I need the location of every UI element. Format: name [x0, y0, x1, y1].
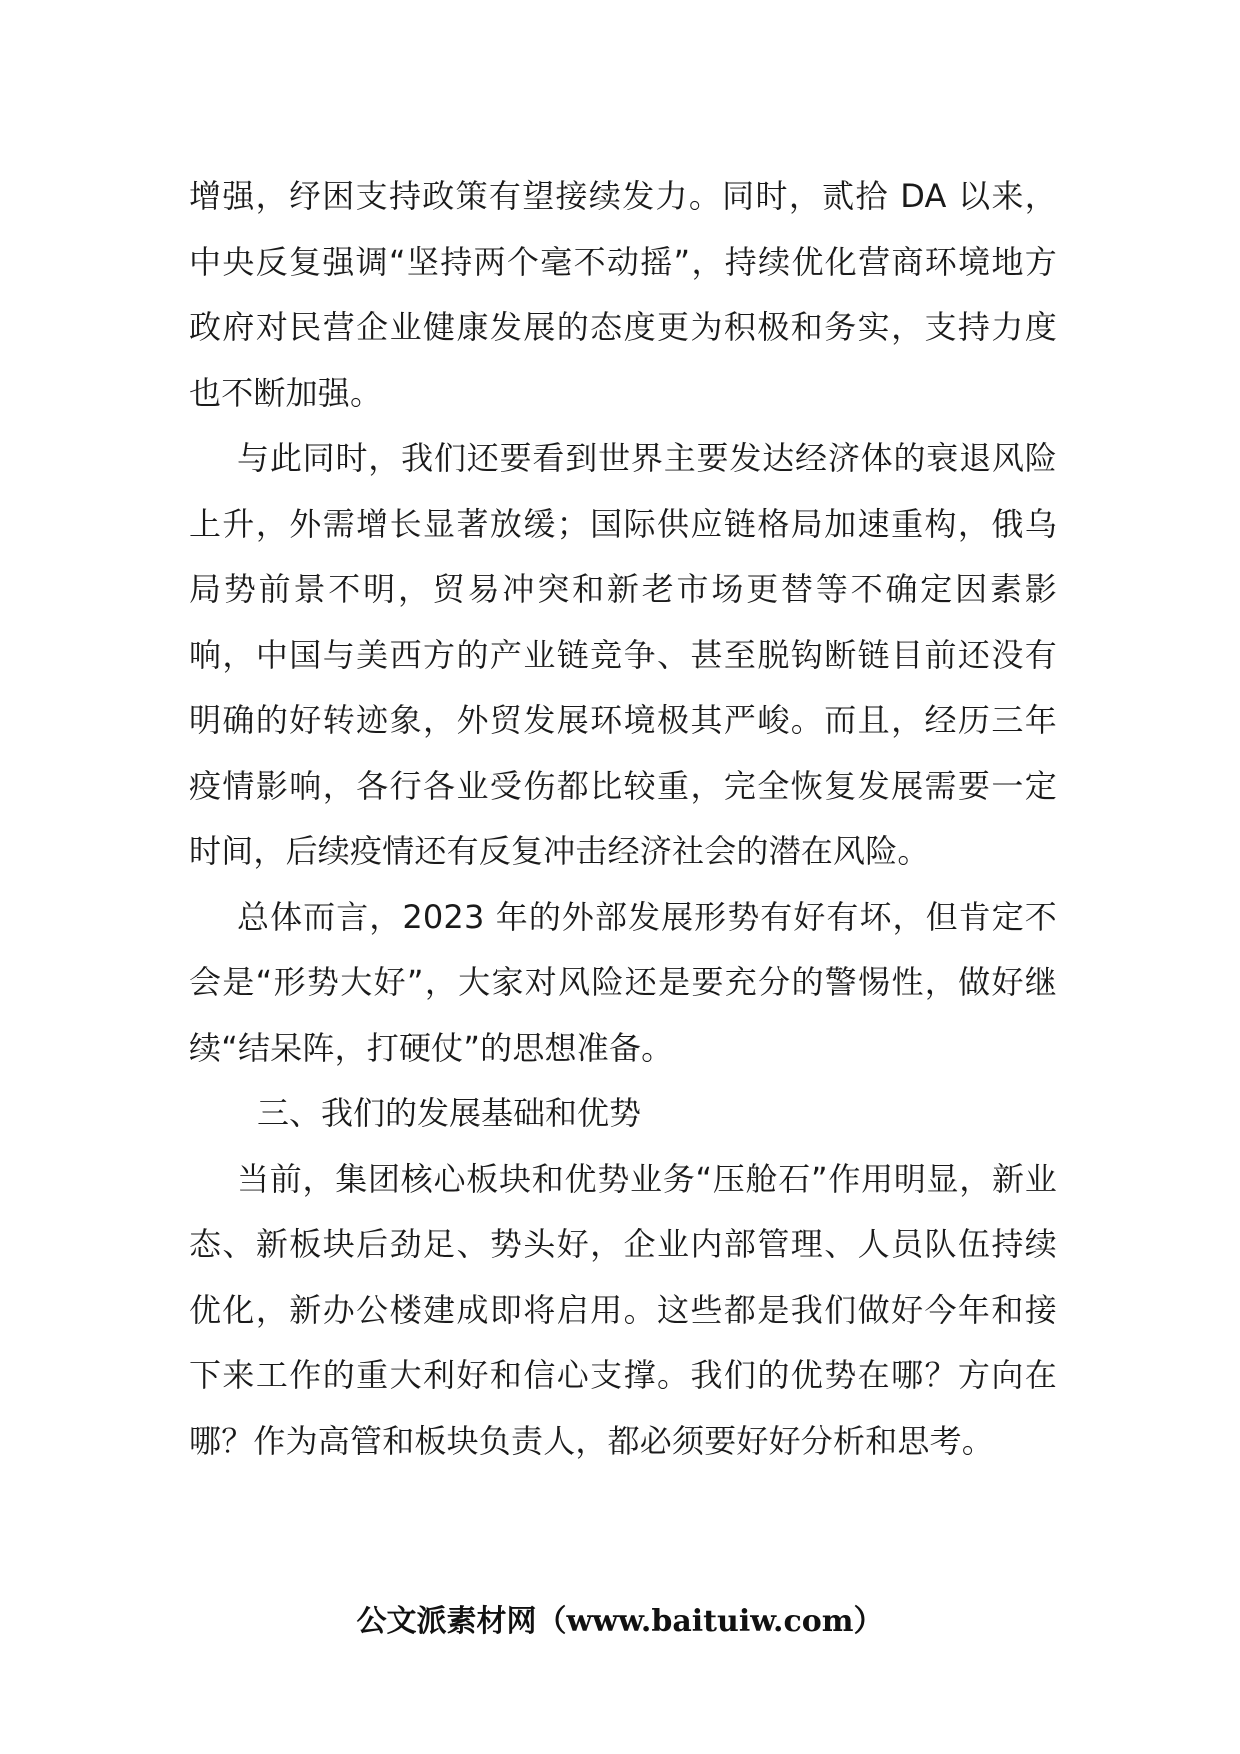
paragraph-overall-assessment: 总体而言，2023 年的外部发展形势有好有坏，但肯定不会是“形势大好”，大家对风险还是要充分的警惕性，做好继续“结呆阵，打硬仗”的思想准备。: [189, 897, 1057, 1067]
paragraph-continuation: 增强，纾困支持政策有望接续发力。同时，贰拾 DA 以来，中央反复强调“坚持两个毫不动摇”，持续优化营商环境地方政府对民营企业健康发展的态度更为积极和务实，支持力度也不断加强。: [189, 177, 1057, 412]
paragraph-external-risks: 与此同时，我们还要看到世界主要发达经济体的衰退风险上升，外需增长显著放缓；国际供应链格局加速重构，俄乌局势前景不明，贸易冲突和新老市场更替等不确定因素影响，中国与美西方的产业链竞争、甚至脱钩断链目前还没有明确的好转迹象，外贸发展环境极其严峻。而且，经历三年疫情影响，各行各业受伤都比较重，完全恢复发展需要一定时间，后续疫情还有反复冲击经济社会的潜在风险。: [189, 439, 1057, 870]
paragraph-foundation-advantages: 当前，集团核心板块和优势业务“压舱石”作用明显，新业态、新板块后劲足、势头好，企业内部管理、人员队伍持续优化，新办公楼建成即将启用。这些都是我们做好今年和接下来工作的重大利好和信心支撑。我们的优势在哪？方向在哪？作为高管和板块负责人，都必须要好好分析和思考。: [189, 1159, 1057, 1460]
document-body: [189, 164, 1057, 1474]
section-heading: 三、我们的发展基础和优势: [257, 1094, 642, 1132]
footer-watermark: 公文派素材网（www.baituiw.com）: [356, 1604, 884, 1639]
